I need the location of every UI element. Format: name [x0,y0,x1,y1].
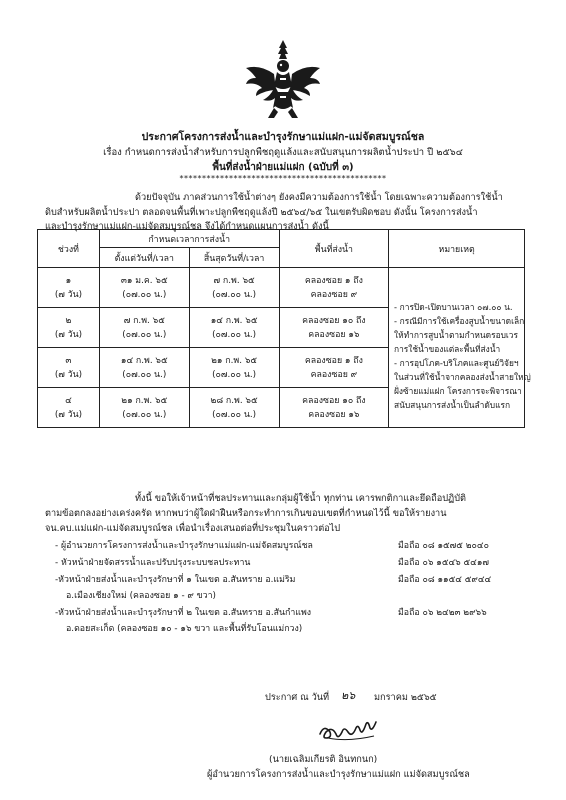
closing-line-1: ทั้งนี้ ขอให้เจ้าหน้าที่ชลประทานและกลุ่มผู้ใช้น้ำ ทุกท่าน เคารพกติกาและยึดถือปฏิบัติ [135,493,467,504]
separator-stars: ********************************************** [179,174,387,183]
intro-line-3: และบำรุงรักษาแม่แฝก-แม่จัดสมบูรณ์ชล จึงได้กำหนดแผนการส่งน้ำ ดังนี้ [45,221,329,232]
contact-title: -หัวหน้าฝ่ายส่งน้ำและบำรุงรักษาที่ ๒ ในเขต อ.สันทราย อ.สันกำแพง [55,608,312,618]
garuda-emblem-icon [244,38,322,120]
remark-line: ในส่วนที่ใช้น้ำจากคลองส่งน้ำสายใหญ่ [394,372,531,382]
contact-phone: มือถือ ๐๘ ๑๑๕๔ ๕๙๔๔ [398,575,492,585]
period-no: ๑ [65,275,72,286]
end-date: ๒๑ ก.พ. ๖๕ [211,355,258,366]
remark-line: ฝั่งซ้ายแม่แฝก โครงการจะพิจารณา [394,386,522,396]
start-date: ๗ ก.พ. ๖๕ [123,315,165,326]
period-days: (๗ วัน) [54,369,83,380]
start-time: (๐๗.๐๐ น.) [122,409,167,420]
end-time: (๐๗.๐๐ น.) [212,289,257,300]
end-time: (๐๗.๐๐ น.) [212,329,257,340]
start-date: ๓๑ ม.ค. ๖๕ [120,275,168,286]
period-days: (๗ วัน) [54,409,83,420]
announce-day: ๒๖ [341,689,356,702]
contact-title: อ.ดอยสะเก็ด (คลองซอย ๑๐ - ๑๖ ขวา และพื้นที่รับโอนแม่กวง) [66,624,303,634]
remark-line: ให้ทำการสูบน้ำตามกำหนดรอบเวร [394,330,518,340]
announcement-title: ประกาศโครงการส่งน้ำและบำรุงรักษาแม่แฝก-แม่จัดสมบูรณ์ชล [141,131,425,143]
period-days: (๗ วัน) [54,329,83,340]
contact-title: -หัวหน้าฝ่ายส่งน้ำและบำรุงรักษาที่ ๑ ในเขต อ.สันทราย อ.แม่ริม [55,575,296,585]
contact-title: - หัวหน้าฝ่ายจัดสรรน้ำและปรับปรุงระบบชลประทาน [55,558,251,568]
announcement-area: พื้นที่ส่งน้ำฝ่ายแม่แฝก (ฉบับที่ ๓) [212,162,354,173]
start-date: ๑๔ ก.พ. ๖๕ [120,355,168,366]
header-period: ช่วงที่ [38,230,100,268]
period-days: (๗ วัน) [54,289,83,300]
header-area: พื้นที่ส่งน้ำ [279,230,389,268]
start-time: (๐๗.๐๐ น.) [122,369,167,380]
closing-line-2: ตามข้อตกลงอย่างเคร่งครัด หากพบว่าผู้ใดฝ่าฝืนหรือกระทำการเกินขอบเขตที่กำหนดไว้นี้ ขอให้รายงาน [45,508,447,519]
start-time: (๐๗.๐๐ น.) [122,329,167,340]
closing-line-3: จน.คบ.แม่แฝก-แม่จัดสมบูรณ์ชล เพื่อนำเรื่องเสนอต่อที่ประชุมในคราวต่อไป [45,523,341,534]
intro-line-1: ด้วยปัจจุบัน ภาคส่วนการใช้น้ำต่างๆ ยังคงมีความต้องการใช้น้ำ โดยเฉพาะความต้องการใช้น้ำ [135,192,503,203]
area-to: คลองซอย ๙ [310,289,358,300]
end-date: ๗ ก.พ. ๖๕ [213,275,255,286]
announcement-subject: เรื่อง กำหนดการส่งน้ำสำหรับการปลูกพืชฤดูแล้งและสนับสนุนการผลิตน้ำประปา ปี ๒๕๖๔ [103,147,463,158]
period-no: ๓ [65,355,72,366]
contact-phone: มือถือ ๐๘ ๑๕๗๕ ๒๐๔๐ [398,541,489,551]
remark-line: สนับสนุนการส่งน้ำเป็นลำดับแรก [394,400,511,410]
contact-title: - ผู้อำนวยการโครงการส่งน้ำและบำรุงรักษาแม่แฝก-แม่จัดสมบูรณ์ชล [55,541,313,551]
area-from: คลองซอย ๑๐ ถึง [302,315,366,326]
contact-phone: มือถือ ๐๖ ๒๔๒๓ ๒๙๖๖ [398,608,487,618]
contact-title: อ.เมืองเชียงใหม่ (คลองซอย ๑ - ๙ ขวา) [66,591,216,601]
area-to: คลองซอย ๑๖ [308,409,360,420]
remark-line: - การอุปโภค-บริโภคและศูนย์วิจัยฯ [394,358,519,368]
announce-prefix: ประกาศ ณ วันที่ [265,692,330,703]
area-to: คลองซอย ๙ [310,369,358,380]
remarks-list [394,300,534,412]
remark-line: - กรณีมีการใช้เครื่องสูบน้ำขนาดเล็ก [394,316,525,326]
area-from: คลองซอย ๑ ถึง [304,355,363,366]
end-time: (๐๗.๐๐ น.) [212,409,257,420]
signer-position: ผู้อำนวยการโครงการส่งน้ำและบำรุงรักษาแม่แฝก แม่จัดสมบูรณ์ชล [207,769,470,780]
contact-phone: มือถือ ๐๖ ๑๕๔๖ ๕๔๑๗ [398,558,490,568]
start-date: ๒๑ ก.พ. ๖๕ [121,395,168,406]
start-time: (๐๗.๐๐ น.) [122,289,167,300]
announce-month-year: มกราคม ๒๕๖๕ [374,692,437,703]
end-date: ๑๔ ก.พ. ๖๕ [210,315,258,326]
end-date: ๒๘ ก.พ. ๖๕ [210,395,258,406]
intro-line-2: ดิบสำหรับผลิตน้ำประปา ตลอดจนพื้นที่เพาะปลูกพืชฤดูแล้งปี ๒๕๖๔/๖๕ ในเขตรับผิดชอบ ดังนั้น โครงการส่งน้ำ [45,207,478,218]
end-time: (๐๗.๐๐ น.) [212,369,257,380]
remark-line: การใช้น้ำของแต่ละพื้นที่ส่งน้ำ [394,344,501,354]
signer-name: (นายเฉลิมเกียรติ อินทกนก) [269,754,378,765]
header-schedule: กำหนดเวลาการส่งน้ำ [99,230,279,248]
period-no: ๒ [65,315,72,326]
header-end: สิ้นสุดวันที่/เวลา [189,248,279,268]
remark-line: - การปิด-เปิดบานเวลา ๐๗.๐๐ น. [394,302,513,312]
area-from: คลองซอย ๑๐ ถึง [302,395,366,406]
header-start: ตั้งแต่วันที่/เวลา [99,248,189,268]
area-to: คลองซอย ๑๖ [308,329,360,340]
period-no: ๔ [65,395,72,406]
handwritten-signature [316,718,386,744]
header-remarks: หมายเหตุ [389,230,525,268]
area-from: คลองซอย ๑ ถึง [304,275,363,286]
